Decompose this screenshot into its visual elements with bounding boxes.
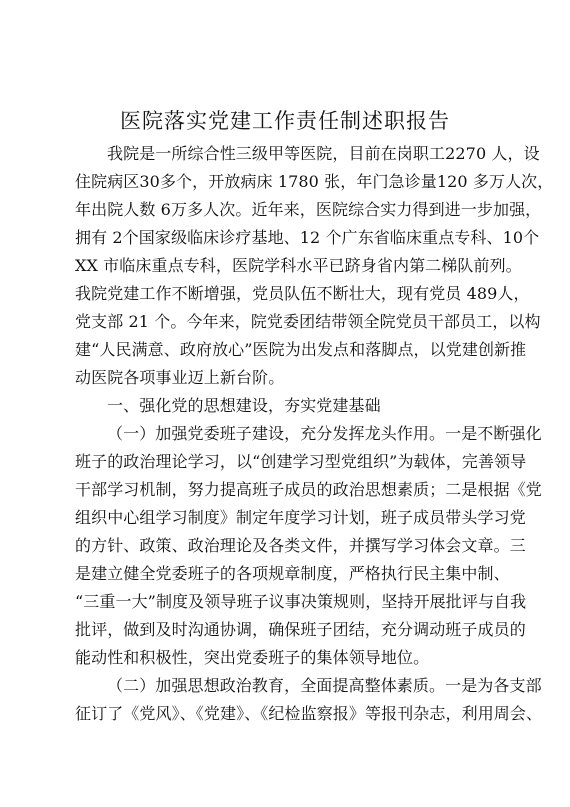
paragraph-line: 拥有 2个国家级临床诊疗基地、12 个广东省临床重点专科、10个 (75, 228, 540, 247)
subsection-heading-line: （一）加强党委班子建设，充分发挥龙头作用。一是不断强化 (107, 424, 542, 443)
paragraph-line: 的方针、政策、政治理论及各类文件，并撰写学习体会文章。三 (75, 536, 526, 555)
paragraph-line: 动医院各项事业迈上新台阶。 (75, 368, 285, 387)
paragraph-line: 批评，做到及时沟通协调，确保班子团结，充分调动班子成员的 (75, 620, 526, 639)
paragraph-line: 能动性和积极性，突出党委班子的集体领导地位。 (75, 648, 430, 667)
paragraph-line: 建“人民满意、政府放心”医院为出发点和落脚点，以党建创新推 (75, 340, 527, 359)
paragraph-line: 我院党建工作不断增强，党员队伍不断壮大，现有党员 489人， (75, 284, 530, 303)
paragraph-line: 班子的政治理论学习，以“创建学习型党组织”为载体，完善领导 (75, 452, 527, 471)
paragraph-line: 党支部 21 个。今年来，院党委团结带领全院党员干部员工，以构 (75, 312, 541, 331)
paragraph-line: 住院病区30多个，开放病床 1780 张，年门急诊量120 多万人次， (75, 172, 554, 191)
paragraph-line: XX 市临床重点专科，医院学科水平已跻身省内第二梯队前列。 (75, 256, 522, 275)
paragraph-line: 组织中心组学习制度》制定年度学习计划，班子成员带头学习党 (75, 508, 526, 527)
paragraph-line: 干部学习机制，努力提高班子成员的政治思想素质；二是根据《党 (75, 480, 542, 499)
section-heading: 一、强化党的思想建设，夯实党建基础 (107, 396, 381, 415)
document-title: 医院落实党建工作责任制述职报告 (120, 109, 450, 133)
paragraph-line: “三重一大”制度及领导班子议事决策规则，坚持开展批评与自我 (75, 592, 527, 611)
paragraph-line: 是建立健全党委班子的各项规章制度，严格执行民主集中制、 (75, 564, 510, 583)
paragraph-line: 我院是一所综合性三级甲等医院，目前在岗职工2270 人，设 (107, 144, 540, 163)
paragraph-line: 年出院人数 6万多人次。近年来，医院综合实力得到进一步加强， (75, 200, 542, 219)
paragraph-line: 征订了《党风》、《党建》、《纪检监察报》等报刊杂志，利用周会、 (75, 704, 543, 723)
subsection-heading-line: （二）加强思想政治教育，全面提高整体素质。一是为各支部 (107, 676, 542, 695)
